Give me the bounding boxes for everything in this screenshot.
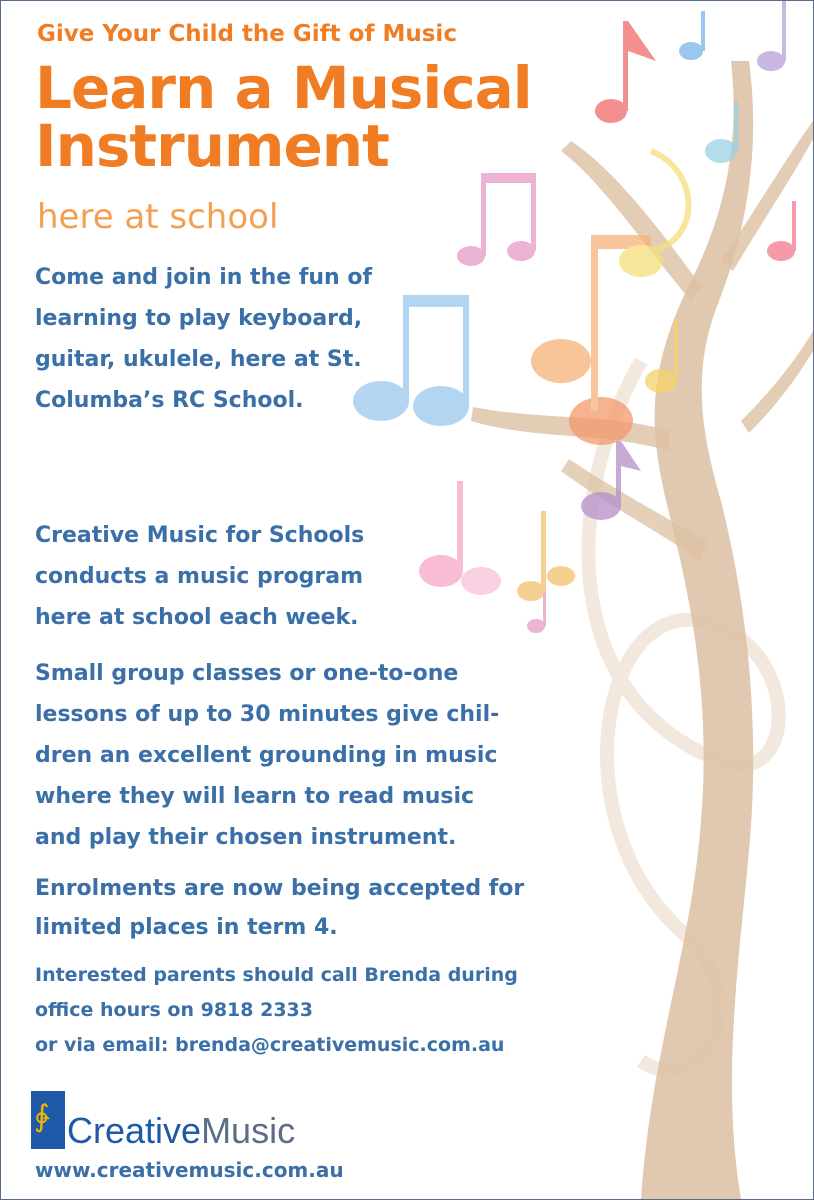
email-line: or via email: brenda@creativemusic.com.au	[35, 1034, 505, 1056]
creative-music-logo	[31, 1091, 295, 1149]
program-paragraph	[35, 515, 435, 638]
text-line: limited places in term 4.	[35, 915, 338, 940]
text-line: guitar, ukulele, here at St.	[35, 347, 362, 372]
text-line: dren an excellent grounding in music	[35, 743, 498, 768]
text-line: conducts a music program	[35, 564, 364, 589]
eyebrow-heading: Give Your Child the Gift of Music	[37, 21, 457, 47]
subheading: here at school	[37, 197, 279, 237]
website-link[interactable]: www.creativemusic.com.au	[35, 1158, 344, 1182]
text-line: lessons of up to 30 minutes give chil-	[35, 702, 500, 727]
text-line: Small group classes or one-to-one	[35, 661, 459, 686]
headline-line-2: Instrument	[35, 112, 389, 180]
harp-logo-icon: ∳	[31, 1091, 65, 1149]
logo-word-music: Music	[201, 1110, 296, 1151]
enrolment-paragraph	[35, 869, 595, 947]
headline-line-1: Learn a Musical	[35, 54, 532, 122]
text-line: Enrolments are now being accepted for	[35, 876, 525, 901]
text-line: and play their chosen instrument.	[35, 825, 457, 850]
text-line: Columba’s RC School.	[35, 388, 304, 413]
text-line: here at school each week.	[35, 605, 359, 630]
main-headline	[35, 54, 532, 180]
text-line: learning to play keyboard,	[35, 306, 363, 331]
text-line: Creative Music for Schools	[35, 523, 365, 548]
logo-word-creative: Creative	[67, 1110, 202, 1151]
text-line: where they will learn to read music	[35, 784, 475, 809]
phone-line: office hours on 9818 2333	[35, 999, 313, 1021]
text-line: Interested parents should call Brenda during	[35, 964, 518, 986]
text-line: Come and join in the fun of	[35, 265, 373, 290]
classes-paragraph	[35, 653, 595, 858]
contact-paragraph	[35, 958, 595, 1063]
intro-paragraph	[35, 257, 435, 421]
